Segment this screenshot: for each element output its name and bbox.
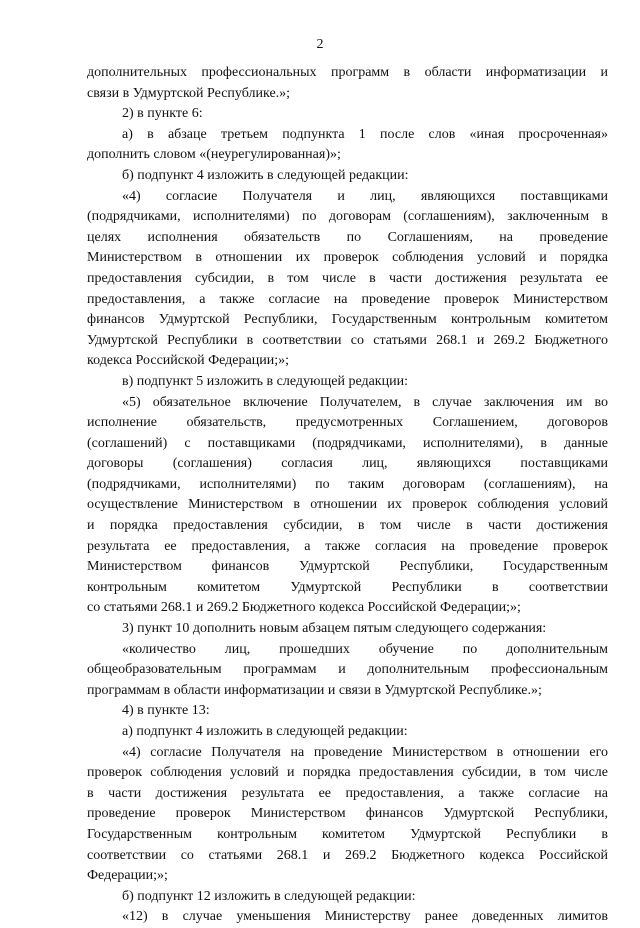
text-line: связи в Удмуртской Республике.»;	[87, 85, 291, 101]
text-line: (соглашений) с поставщиками (подрядчиками, исполнителями), в данные	[87, 435, 608, 451]
text-line: финансов Удмуртской Республики, Государственным контрольным комитетом	[87, 312, 608, 328]
text-line: контрольным комитетом Удмуртской Республики в соответствии	[87, 579, 608, 595]
text-line: а) подпункт 4 изложить в следующей редакции:	[122, 724, 408, 739]
text-line: Министерством финансов Удмуртской Республики, Государственным	[87, 559, 608, 575]
text-line: Государственным контрольным комитетом Удмуртской Республики в	[87, 826, 608, 842]
text-line: «4) согласие Получателя на проведение Министерством в отношении его	[122, 744, 608, 760]
text-line: б) подпункт 12 изложить в следующей редакции:	[122, 888, 416, 904]
document-body	[87, 63, 608, 928]
text-line: «4) согласие Получателя и лиц, являющихся поставщиками	[122, 188, 608, 204]
text-line: в) подпункт 5 изложить в следующей редакции:	[122, 373, 408, 389]
page-number: 2	[316, 37, 324, 52]
text-line: и порядка предоставления субсидии, в том числе в части достижения	[87, 518, 608, 534]
text-line: дополнительных профессиональных программ в области информатизации и	[87, 65, 608, 80]
text-line: «количество лиц, прошедших обучение по дополнительным	[122, 641, 608, 657]
text-line: Министерством в отношении их проверок соблюдения условий и порядка	[87, 250, 608, 266]
text-line: кодекса Российской Федерации;»;	[87, 353, 289, 369]
text-line: б) подпункт 4 изложить в следующей редакции:	[122, 167, 409, 183]
text-line: 3) пункт 10 дополнить новым абзацем пятым следующего содержания:	[122, 621, 547, 637]
text-line: соответствии со статьями 268.1 и 269.2 Бюджетного кодекса Российской	[87, 847, 608, 863]
text-line: (подрядчиками, исполнителями) по таким договорам (соглашениям), на	[87, 476, 608, 492]
text-line: со статьями 268.1 и 269.2 Бюджетного кодекса Российской Федерации;»;	[87, 600, 521, 616]
text-line: результата ее предоставления, а также согласия на проведение проверок	[87, 538, 608, 554]
text-line: предоставления, а также согласие на проведение проверок Министерством	[87, 291, 608, 307]
text-line: программам в области информатизации и связи в Удмуртской Республике.»;	[87, 682, 542, 698]
text-line: исполнение обязательств, предусмотренных Соглашением, договоров	[87, 415, 608, 431]
text-line: проверок соблюдения условий и порядка предоставления субсидии, в том числе	[87, 765, 608, 781]
text-line: проведение проверок Министерством финансов Удмуртской Республики,	[87, 806, 608, 822]
text-line: «12) в случае уменьшения Министерству ранее доведенных лимитов	[122, 909, 608, 925]
text-line: целях исполнения обязательств по Соглашениям, на проведение	[87, 229, 608, 245]
text-line: Федерации;»;	[87, 868, 168, 884]
text-line: общеобразовательным программам и дополнительным профессиональным	[87, 662, 608, 678]
text-line: осуществление Министерством в отношении их проверок соблюдения условий	[87, 497, 608, 513]
text-line: в части достижения результата ее предоставления, а также согласие на	[87, 785, 608, 801]
text-line: 2) в пункте 6:	[122, 106, 203, 122]
text-line: 4) в пункте 13:	[122, 703, 210, 719]
text-line: Удмуртской Республики в соответствии со статьями 268.1 и 269.2 Бюджетного	[87, 332, 608, 348]
text-line: договоры (соглашения) согласия лиц, являющихся поставщиками	[87, 456, 608, 472]
text-line: предоставления субсидии, в том числе в части достижения результата ее	[87, 270, 608, 286]
text-line: (подрядчиками, исполнителями) по договорам (соглашениям), заключенным в	[87, 209, 608, 225]
text-line: а) в абзаце третьем подпункта 1 после слов «иная просроченная»	[122, 126, 608, 142]
text-line: «5) обязательное включение Получателем, в случае заключения им во	[122, 394, 608, 410]
text-line: дополнить словом «(неурегулированная)»;	[87, 147, 341, 163]
